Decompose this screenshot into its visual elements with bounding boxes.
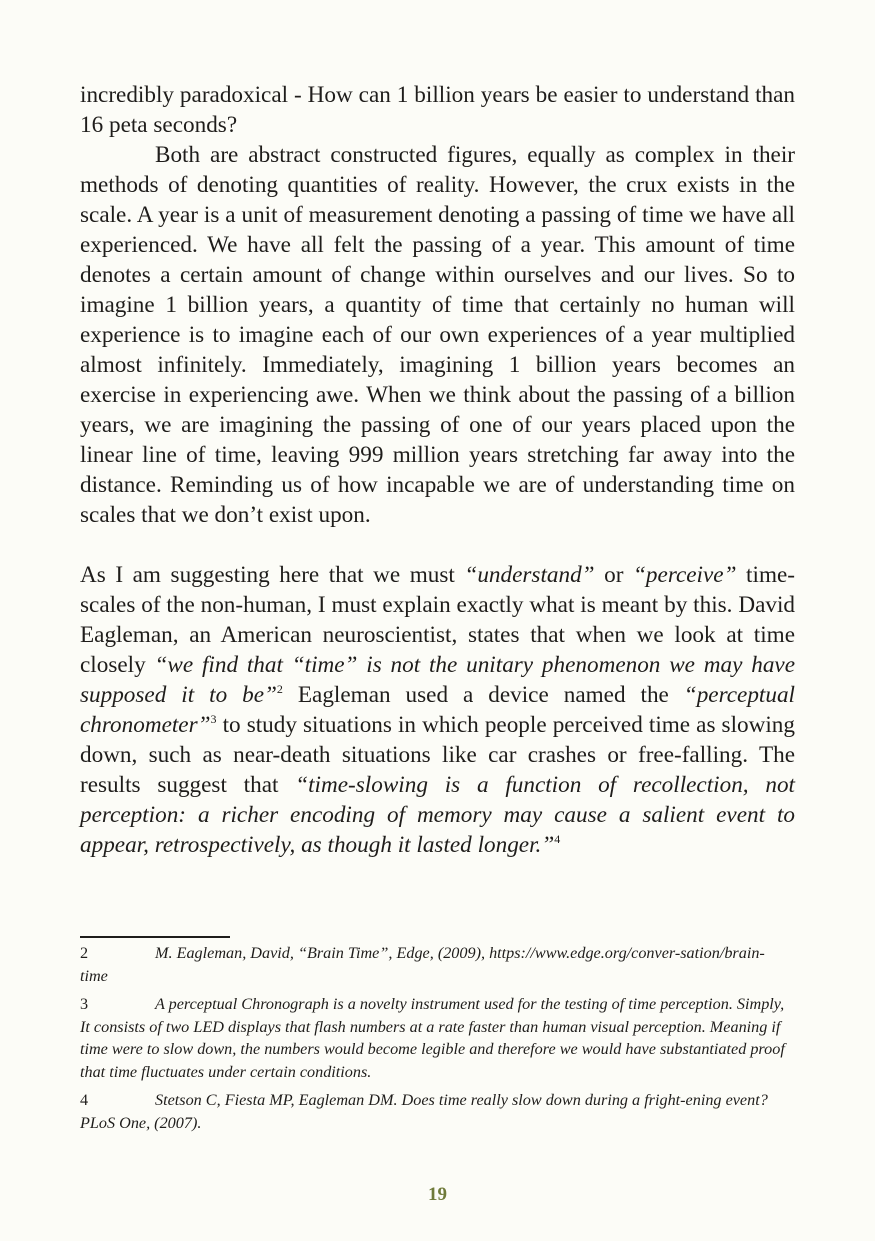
paragraph-2: Both are abstract constructed figures, equally as complex in their methods of denoting quantities of reality. However, the crux exists in the scale. A year is a unit of measurement denoting a passing of time we have all experienced. We have all felt the passing of a year. This amount of time denotes a certain amount of change within ourselves and our lives. So to imagine 1 billion years, a quantity of time that certainly no human will experience is to imagine each of our own experiences of a year multiplied almost infinitely. Immediately, imagining 1 billion years becomes an exercise in experiencing awe. When we think about the passing of a billion years, we are imagining the passing of one of our years placed upon the linear line of time, leaving 999 million years stretching far away into the distance. Reminding us of how incapable we are of understanding time on scales that we don’t exist upon. [80,142,795,528]
text-run: or [594,562,634,588]
text-run: to study situations in which people perceived time as slowing down, such as near-death situations like car crashes or free-falling. The results suggest that [80,712,795,798]
page-number: 19 [428,1184,447,1205]
text-run: Eagleman used a device named the [282,682,684,708]
footnote-divider [80,936,230,938]
footnote-ref-2[interactable]: 2 [276,682,283,696]
footnote-text: Stetson C, Fiesta MP, Eagleman DM. Does time really slow down during a fright-ening event? PLoS One, (2007). [80,1091,768,1132]
footnote-text: M. Eagleman, David, “Brain Time”, Edge, (2009), https://www.edge.org/conver-sation/brain-time [80,944,765,985]
quote-perceive: “perceive” [633,562,737,588]
text-run: time-scales of the non-human, I must explain exactly what is meant by this. David Eagleman, an American neuroscientist, states that when we look at time closely [80,562,795,678]
footnote-number: 3 [80,995,89,1013]
paragraph-3 [80,560,795,860]
footnote-2 [80,942,790,987]
footnote-number: 2 [80,944,89,962]
footnote-number: 4 [80,1091,89,1109]
body-text [80,80,795,860]
quote-understand: “understand” [464,562,595,588]
quote-time-slowing: “time-slowing is a function of recollection, not perception: a richer encoding of memory may cause a salient event to appear, retrospectively, as though it lasted longer.” [80,772,795,858]
footnote-ref-3[interactable]: 3 [210,712,217,726]
text-run: As I am suggesting here that we must [80,562,465,588]
footnote-4 [80,1089,790,1134]
footnote-text: A perceptual Chronograph is a novelty instrument used for the testing of time perception. Simply, It consists of two LED displays that flash numbers at a rate faster than human visual perception. Meaning if time were to slow down, the numbers would become legible and therefore we would have substantiated proof that time fluctuates under certain conditions. [80,995,785,1081]
paragraph-1: incredibly paradoxical - How can 1 billion years be easier to understand than 16 peta seconds? [80,82,795,138]
footnote-3 [80,993,790,1083]
quote-perceptual-chronometer: “perceptual chronometer” [80,682,795,738]
quote-eagleman-time: “we find that “time” is not the unitary phenomenon we may have supposed it to be” [80,652,795,708]
footnotes [80,942,790,1140]
footnote-ref-4[interactable]: 4 [554,832,561,846]
